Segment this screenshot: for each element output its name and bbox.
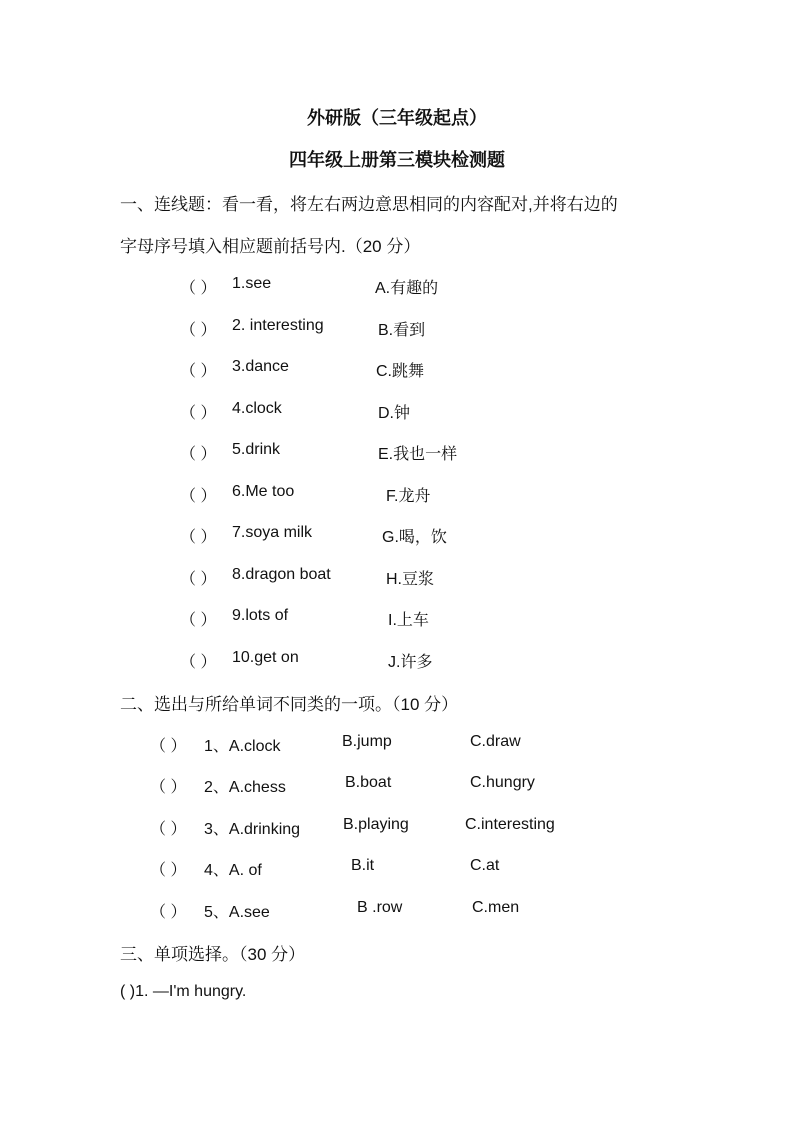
matching-left-item: 4.clock <box>232 400 282 417</box>
section2-instruction: 二、选出与所给单词不同类的一项。（10 分） <box>120 695 459 714</box>
option-b: B.boat <box>345 774 392 791</box>
option-b: B .row <box>357 899 403 916</box>
option-c: C.draw <box>470 733 521 750</box>
document-subtitle: 四年级上册第三模块检测题 <box>289 150 505 170</box>
matching-left-item: 1.see <box>232 275 272 292</box>
answer-blank[interactable]: （ ） <box>150 862 187 879</box>
option-a: 5、A.see <box>204 904 270 921</box>
document-title: 外研版（三年级起点） <box>307 108 487 128</box>
option-a: 4、A. of <box>204 862 262 879</box>
answer-blank[interactable]: （ ） <box>180 280 217 297</box>
matching-left-item: 8.dragon boat <box>232 566 331 583</box>
section3-instruction: 三、单项选择。（30 分） <box>120 945 306 964</box>
option-c: C.interesting <box>465 816 555 833</box>
option-c: C.hungry <box>470 774 535 791</box>
section1-instruction-line2: 字母序号填入相应题前括号内.（20 分） <box>120 237 421 256</box>
answer-blank[interactable]: （ ） <box>180 571 217 588</box>
matching-left-item: 7.soya milk <box>232 524 313 541</box>
matching-left-item: 10.get on <box>232 649 299 666</box>
matching-right-item: D.钟 <box>378 405 411 422</box>
answer-blank[interactable]: （ ） <box>180 488 217 505</box>
option-a: 1、A.clock <box>204 738 281 755</box>
answer-blank[interactable]: （ ） <box>180 654 217 671</box>
option-b: B.playing <box>343 816 409 833</box>
matching-right-item: H.豆浆 <box>386 571 435 588</box>
matching-left-item: 2. interesting <box>232 317 324 334</box>
answer-blank[interactable]: （ ） <box>150 904 187 921</box>
answer-blank[interactable]: （ ） <box>180 446 217 463</box>
answer-blank[interactable]: （ ） <box>180 363 217 380</box>
option-c: C.men <box>472 899 520 916</box>
matching-right-item: F.龙舟 <box>386 488 431 505</box>
option-b: B.it <box>351 857 375 874</box>
section1-instruction-line1: 一、连线题：看一看，将左右两边意思相同的内容配对,并将右边的 <box>120 195 618 214</box>
answer-blank[interactable]: （ ） <box>180 322 217 339</box>
option-c: C.at <box>470 857 500 874</box>
option-a: 2、A.chess <box>204 779 286 796</box>
answer-blank[interactable]: （ ） <box>180 529 217 546</box>
matching-right-item: I.上车 <box>388 612 429 629</box>
matching-right-item: E.我也一样 <box>378 446 458 463</box>
answer-blank[interactable]: （ ） <box>180 405 217 422</box>
matching-left-item: 6.Me too <box>232 483 295 500</box>
option-b: B.jump <box>342 733 392 750</box>
matching-right-item: A.有趣的 <box>375 280 439 297</box>
matching-right-item: J.许多 <box>388 654 433 671</box>
matching-right-item: B.看到 <box>378 322 426 339</box>
matching-left-item: 5.drink <box>232 441 281 458</box>
matching-right-item: C.跳舞 <box>376 363 425 380</box>
answer-blank[interactable]: （ ） <box>150 779 187 796</box>
answer-blank[interactable]: （ ） <box>150 821 187 838</box>
matching-left-item: 9.lots of <box>232 607 289 624</box>
answer-blank[interactable]: （ ） <box>150 738 187 755</box>
option-a: 3、A.drinking <box>204 821 301 838</box>
answer-blank[interactable]: （ ） <box>180 612 217 629</box>
question-1: ( )1. —I'm hungry. <box>120 983 247 1000</box>
matching-left-item: 3.dance <box>232 358 289 375</box>
matching-right-item: G.喝，饮 <box>382 529 447 546</box>
